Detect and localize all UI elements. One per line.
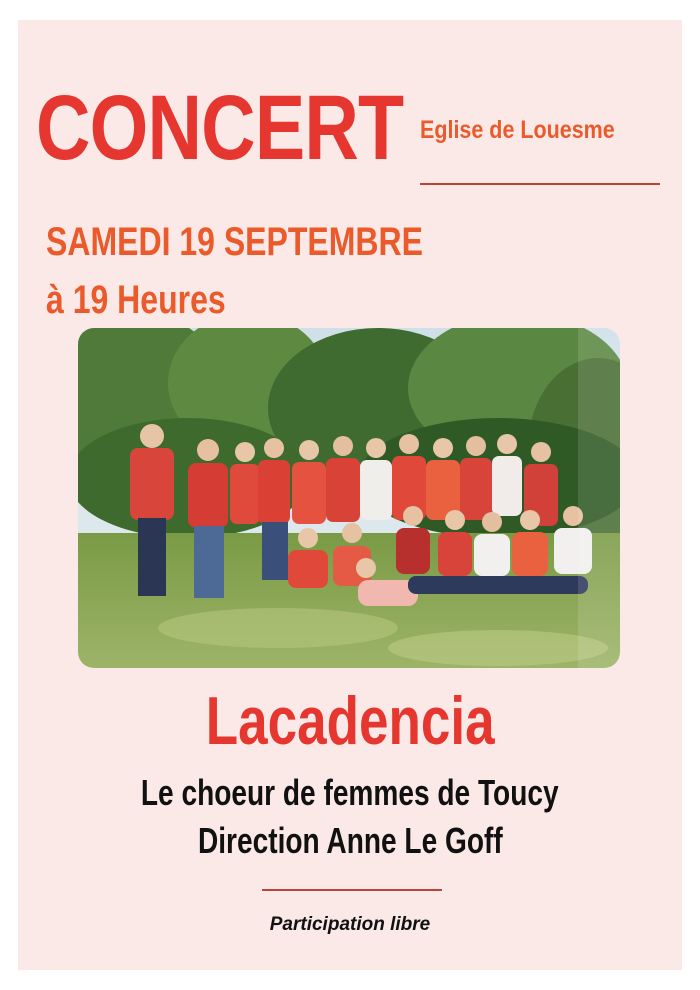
footer-divider bbox=[262, 889, 442, 891]
poster-title: CONCERT bbox=[36, 77, 404, 179]
choir-name: Lacadencia bbox=[205, 683, 495, 759]
venue-divider bbox=[420, 183, 660, 185]
venue-text: Eglise de Louesme bbox=[420, 116, 615, 144]
concert-time: à 19 Heures bbox=[46, 278, 226, 322]
choir-photo bbox=[78, 328, 620, 668]
choir-description: Le choeur de femmes de Toucy bbox=[141, 772, 559, 813]
concert-date: SAMEDI 19 SEPTEMBRE bbox=[46, 220, 423, 264]
choir-director: Direction Anne Le Goff bbox=[197, 820, 503, 861]
admission-note: Participation libre bbox=[269, 914, 431, 935]
concert-poster bbox=[18, 20, 682, 970]
